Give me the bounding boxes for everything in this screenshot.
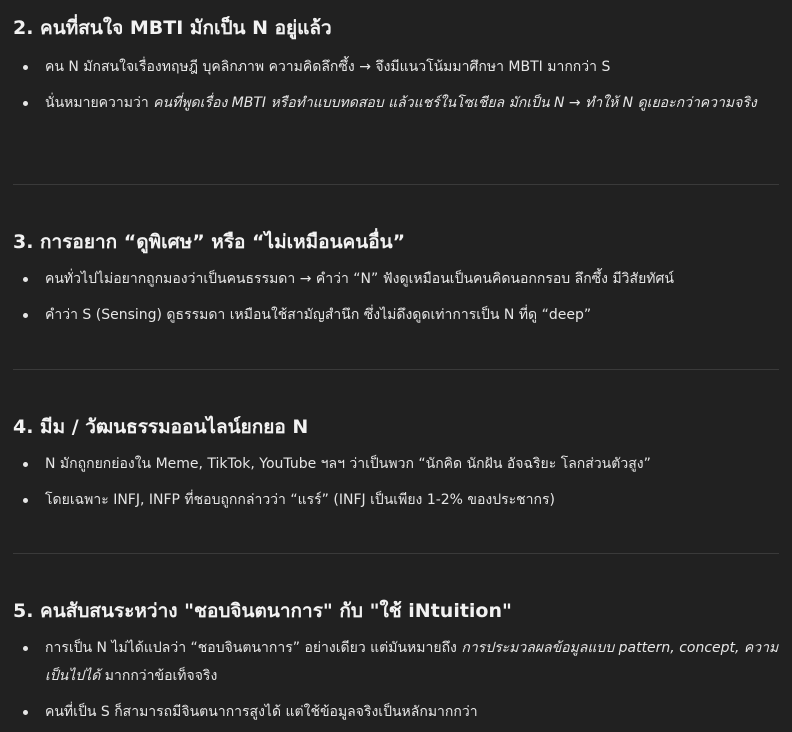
bullet-text: มากกว่าข้อเท็จจริง	[100, 668, 218, 684]
bullet-text: คำว่า S (Sensing) ดูธรรมดา เหมือนใช้สามัญสำนึก ซึ่งไม่ดึงดูดเท่าการเป็น N ที่ดู “deep”	[45, 307, 592, 323]
bullet-text: โดยเฉพาะ INFJ, INFP ที่ชอบถูกกล่าวว่า “แรร์” (INFJ เป็นเพียง 1-2% ของประชากร)	[45, 492, 555, 508]
list-item	[13, 265, 779, 293]
section-3	[13, 229, 779, 329]
bullet-text: คนทั่วไปไม่อยากถูกมองว่าเป็นคนธรรมดา → คำว่า “N” ฟังดูเหมือนเป็นคนคิดนอกกรอบ ลึกซึ้ง มีวิสัยทัศน์	[45, 271, 674, 287]
section-divider	[13, 184, 779, 185]
list-item	[13, 53, 779, 81]
section-5	[13, 598, 779, 726]
bullet-text: การเป็น N ไม่ได้แปลว่า “ชอบจินตนาการ” อย่างเดียว แต่มันหมายถึง	[45, 640, 462, 656]
bullet-list	[13, 634, 779, 726]
bullet-emphasis: การประมวลผลข้อมูลแบบ pattern, concept, ความเป็นไปได้	[45, 640, 779, 684]
bullet-emphasis: คนที่พูดเรื่อง MBTI หรือทำแบบทดสอบ แล้วแชร์ในโซเชียล มักเป็น N → ทำให้ N ดูเยอะกว่าความจริง	[153, 95, 757, 111]
list-item	[13, 89, 779, 117]
list-item	[13, 486, 779, 514]
section-heading: 4. มีม / วัฒนธรรมออนไลน์ยกยอ N	[13, 416, 309, 438]
bullet-list	[13, 450, 779, 514]
bullet-text: นั่นหมายความว่า	[45, 95, 154, 111]
bullet-list	[13, 53, 779, 117]
section-heading: 5. คนสับสนระหว่าง "ชอบจินตนาการ" กับ "ใช้ iNtuition"	[13, 600, 512, 622]
section-2	[13, 15, 779, 117]
bullet-text: คนที่เป็น S ก็สามารถมีจินตนาการสูงได้ แต่ใช้ข้อมูลจริงเป็นหลักมากกว่า	[45, 704, 478, 720]
list-item	[13, 634, 779, 690]
section-heading: 3. การอยาก “ดูพิเศษ” หรือ “ไม่เหมือนคนอื่น”	[13, 231, 406, 253]
section-divider	[13, 553, 779, 554]
section-4	[13, 414, 779, 514]
bullet-text: N มักถูกยกย่องใน Meme, TikTok, YouTube ฯลฯ ว่าเป็นพวก “นักคิด นักฝัน อัจฉริยะ โลกส่วนตัวสูง”	[45, 456, 651, 472]
section-heading: 2. คนที่สนใจ MBTI มักเป็น N อยู่แล้ว	[13, 17, 332, 39]
list-item	[13, 301, 779, 329]
bullet-text: คน N มักสนใจเรื่องทฤษฎี บุคลิกภาพ ความคิดลึกซึ้ง → จึงมีแนวโน้มมาศึกษา MBTI มากกว่า S	[45, 59, 611, 75]
list-item	[13, 698, 779, 726]
bullet-list	[13, 265, 779, 329]
section-divider	[13, 369, 779, 370]
list-item	[13, 450, 779, 478]
